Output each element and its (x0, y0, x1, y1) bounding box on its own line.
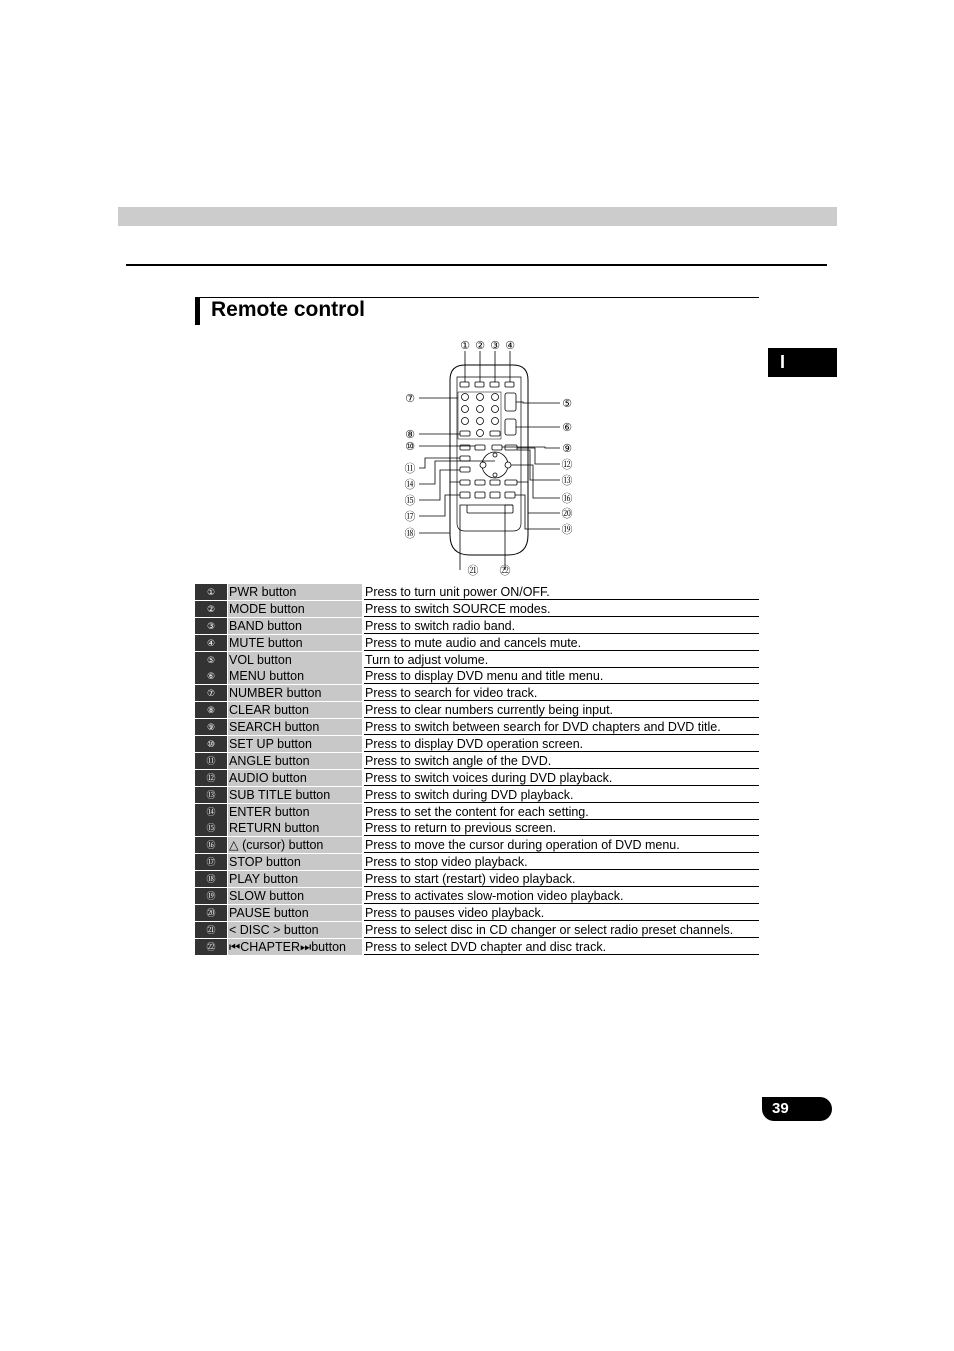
row-number: ⑨ (195, 719, 227, 735)
table-row (195, 854, 759, 871)
table-row (195, 601, 759, 618)
row-number: ⑯ (195, 837, 227, 853)
table-row (195, 837, 759, 854)
row-number: ⑬ (195, 787, 227, 803)
button-description: Press to mute audio and cancels mute. (364, 635, 759, 651)
callout-13: ⑬ (561, 474, 573, 487)
table-row (195, 635, 759, 652)
button-name: VOL button (228, 652, 362, 668)
callout-9: ⑨ (562, 442, 572, 455)
table-row (195, 770, 759, 787)
playback-keys (460, 480, 517, 513)
callout-5: ⑤ (562, 397, 572, 410)
button-description: Press to activates slow-motion video playback. (364, 888, 759, 904)
section-title-block (195, 297, 759, 325)
table-row (195, 719, 759, 736)
table-row (195, 804, 759, 821)
button-name: SUB TITLE button (228, 787, 362, 803)
button-name: PWR button (228, 584, 362, 600)
button-name: CLEAR button (228, 702, 362, 718)
table-row (195, 820, 759, 837)
row-number: ⑧ (195, 702, 227, 718)
table-row (195, 922, 759, 939)
button-name: AUDIO button (228, 770, 362, 786)
callout-21: ㉑ (467, 564, 479, 577)
button-description: Press to switch SOURCE modes. (364, 601, 759, 617)
button-description: Press to stop video playback. (364, 854, 759, 870)
callout-19: ⑲ (561, 523, 573, 536)
button-description: Press to switch during DVD playback. (364, 787, 759, 803)
row-number: ③ (195, 618, 227, 634)
button-name: ⏮CHAPTER⏭button (228, 939, 362, 955)
button-description: Press to switch voices during DVD playback. (364, 770, 759, 786)
button-description: Press to switch radio band. (364, 618, 759, 634)
table-row (195, 685, 759, 702)
button-name: < DISC > button (228, 922, 362, 938)
button-name: PLAY button (228, 871, 362, 887)
callout-8: ⑧ (405, 428, 415, 441)
callout-3: ③ (490, 339, 500, 352)
button-name: BAND button (228, 618, 362, 634)
button-name: ANGLE button (228, 753, 362, 769)
table-row (195, 618, 759, 635)
row-number: ④ (195, 635, 227, 651)
remote-control-figure (395, 335, 585, 580)
row-number: ⑥ (195, 668, 227, 684)
button-name: ENTER button (228, 804, 362, 820)
button-description: Press to return to previous screen. (364, 820, 759, 836)
header-rule (126, 264, 827, 266)
table-row (195, 939, 759, 956)
row-number: ⑰ (195, 854, 227, 870)
row-number: ⑲ (195, 888, 227, 904)
button-description: Press to pauses video playback. (364, 905, 759, 921)
button-function-table (195, 584, 759, 956)
number-keypad (458, 392, 501, 439)
row-number: ⑳ (195, 905, 227, 921)
table-row (195, 584, 759, 601)
button-name: PAUSE button (228, 905, 362, 921)
remote-top-buttons (460, 382, 514, 387)
header-band (118, 207, 837, 226)
table-row (195, 753, 759, 770)
button-description: Press to set the content for each setting. (364, 804, 759, 820)
table-row (195, 905, 759, 922)
callout-2: ② (475, 339, 485, 352)
callout-10: ⑩ (405, 440, 415, 453)
page-number: 39 (762, 1097, 832, 1121)
button-name: MODE button (228, 601, 362, 617)
button-name: MENU button (228, 668, 362, 684)
button-description: Press to start (restart) video playback. (364, 871, 759, 887)
callout-16: ⑯ (561, 492, 573, 505)
row-number: ⑮ (195, 820, 227, 836)
callout-22: ㉒ (499, 564, 511, 577)
row-number: ⑫ (195, 770, 227, 786)
button-name: RETURN button (228, 820, 362, 836)
page-title: Remote control (211, 298, 366, 321)
button-name: NUMBER button (228, 685, 362, 701)
callout-18: ⑱ (404, 527, 416, 540)
vol-menu-keys (505, 393, 516, 435)
row-number: ⑪ (195, 753, 227, 769)
row-number: ⑤ (195, 652, 227, 668)
row-number: ㉑ (195, 922, 227, 938)
callout-12: ⑫ (561, 458, 573, 471)
button-description: Press to turn unit power ON/OFF. (364, 584, 759, 600)
callout-11: ⑪ (404, 462, 416, 475)
table-row (195, 736, 759, 753)
button-name: △ (cursor) button (228, 837, 362, 853)
button-description: Press to search for video track. (364, 685, 759, 701)
button-description: Press to display DVD menu and title menu. (364, 668, 759, 684)
row-number: ⑩ (195, 736, 227, 752)
callout-4: ④ (505, 339, 515, 352)
row-number: ② (195, 601, 227, 617)
button-description: Press to switch angle of the DVD. (364, 753, 759, 769)
cursor-pad (480, 452, 511, 478)
row-number: ① (195, 584, 227, 600)
button-description: Press to select DVD chapter and disc track. (364, 939, 759, 955)
button-name: SLOW button (228, 888, 362, 904)
callout-14: ⑭ (404, 478, 416, 491)
callout-20: ⑳ (561, 507, 573, 520)
table-row (195, 888, 759, 905)
button-description: Press to switch between search for DVD chapters and DVD title. (364, 719, 759, 735)
row-number: ⑭ (195, 804, 227, 820)
table-row (195, 787, 759, 804)
row-number: ⑱ (195, 871, 227, 887)
button-description: Press to clear numbers currently being input. (364, 702, 759, 718)
button-name: STOP button (228, 854, 362, 870)
callout-17: ⑰ (404, 510, 416, 523)
button-description: Turn to adjust volume. (364, 652, 759, 668)
button-name: MUTE button (228, 635, 362, 651)
callout-7: ⑦ (405, 392, 415, 405)
table-row (195, 668, 759, 685)
row-number: ⑦ (195, 685, 227, 701)
callout-15: ⑮ (404, 494, 416, 507)
table-row (195, 652, 759, 669)
section-tab: I (768, 348, 837, 377)
callout-6: ⑥ (562, 421, 572, 434)
button-description: Press to display DVD operation screen. (364, 736, 759, 752)
callout-1: ① (460, 339, 470, 352)
button-description: Press to select disc in CD changer or select radio preset channels. (364, 922, 759, 938)
button-description: Press to move the cursor during operation of DVD menu. (364, 837, 759, 853)
table-row (195, 702, 759, 719)
table-row (195, 871, 759, 888)
button-name: SET UP button (228, 736, 362, 752)
button-name: SEARCH button (228, 719, 362, 735)
row-number: ㉒ (195, 939, 227, 955)
title-bar (195, 297, 200, 325)
